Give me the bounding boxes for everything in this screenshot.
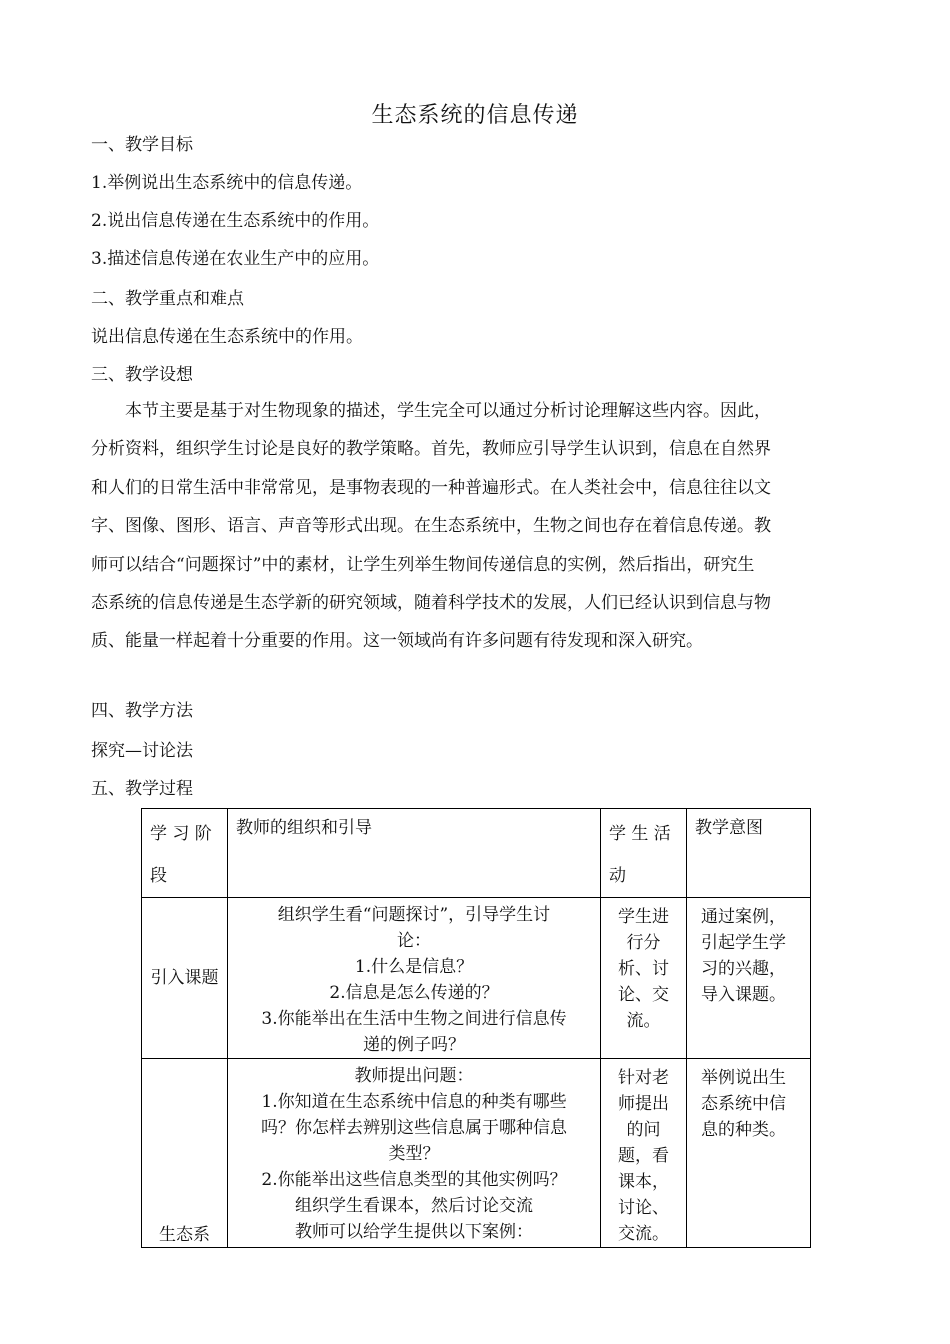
- teaching-process-table: [141, 808, 811, 1248]
- cell-line: 学生进: [618, 907, 669, 927]
- paragraph-line: 态系统的信息传递是生态学新的研究领域，随着科学技术的发展，人们已经认识到信息与物: [91, 593, 771, 614]
- intent-cell: [687, 1059, 811, 1248]
- paragraph-line: 字、图像、图形、语言、声音等形式出现。在生态系统中，生物之间也存在着信息传递。教: [91, 516, 771, 537]
- table-row: [142, 898, 811, 1059]
- cell-line: 3.你能举出在生活中生物之间进行信息传: [261, 1009, 567, 1029]
- section-heading-process: 五、教学过程: [91, 779, 193, 799]
- cell-line: 析、讨: [618, 959, 669, 979]
- intent-cell: [687, 898, 811, 1059]
- stage-cell: 引入课题: [142, 898, 228, 1059]
- objective-item: 2.说出信息传递在生态系统中的作用。: [91, 211, 380, 231]
- cell-line: 1.什么是信息？: [354, 957, 474, 977]
- cell-line: 态系统中信: [701, 1094, 786, 1114]
- cell-line: 针对老: [618, 1068, 669, 1088]
- cell-line: 导入课题。: [701, 985, 786, 1005]
- table-row: [142, 1059, 811, 1248]
- cell-line: 1.你知道在生态系统中信息的种类有哪些: [261, 1092, 567, 1112]
- cell-line: 通过案例，: [701, 907, 786, 927]
- cell-line: 师提出: [618, 1094, 669, 1114]
- objective-item: 3.描述信息传递在农业生产中的应用。: [91, 249, 380, 269]
- paragraph-line: 质、能量一样起着十分重要的作用。这一领域尚有许多问题有待发现和深入研究。: [91, 631, 703, 652]
- cell-line: 组织学生看“问题探讨”，引导学生讨: [277, 905, 551, 925]
- cell-line: 交流。: [618, 1224, 669, 1244]
- section-heading-design: 三、教学设想: [91, 365, 193, 385]
- student-cell: [601, 1059, 687, 1248]
- paragraph-line: 本节主要是基于对生物现象的描述，学生完全可以通过分析讨论理解这些内容。因此，: [125, 401, 771, 421]
- paragraph-line: 师可以结合“问题探讨”中的素材，让学生列举生物间传递信息的实例，然后指出，研究生: [91, 554, 755, 575]
- cell-line: 教师可以给学生提供以下案例：: [295, 1222, 533, 1242]
- student-cell: [601, 898, 687, 1059]
- header-cell: 教师的组织和引导: [228, 809, 601, 898]
- paragraph-line: 和人们的日常生活中非常常见，是事物表现的一种普遍形式。在人类社会中，信息往往以文: [91, 477, 771, 498]
- document-title: 生态系统的信息传递: [371, 103, 579, 128]
- paragraph-line: 分析资料，组织学生讨论是良好的教学策略。首先，教师应引导学生认识到，信息在自然界: [91, 439, 771, 460]
- cell-line: 举例说出生: [701, 1068, 786, 1088]
- objective-item: 1.举例说出生态系统中的信息传递。: [91, 173, 363, 193]
- header-cell: 学 生 活 动: [601, 809, 687, 898]
- cell-line: 2.你能举出这些信息类型的其他实例吗？: [261, 1170, 567, 1190]
- cell-line: 组织学生看课本，然后讨论交流: [295, 1196, 533, 1216]
- section-heading-objectives: 一、教学目标: [91, 135, 193, 155]
- cell-line: 息的种类。: [701, 1120, 786, 1140]
- cell-line: 的问: [626, 1120, 661, 1140]
- cell-line: 类型？: [388, 1144, 440, 1164]
- cell-line: 习的兴趣，: [701, 959, 786, 979]
- teacher-cell: [228, 1059, 601, 1248]
- cell-line: 教师提出问题：: [354, 1066, 474, 1086]
- cell-line: 流。: [626, 1011, 661, 1031]
- header-cell: 学 习 阶 段: [142, 809, 228, 898]
- cell-line: 2.信息是怎么传递的？: [329, 983, 499, 1003]
- cell-line: 递的例子吗？: [363, 1035, 465, 1055]
- header-cell: 教学意图: [687, 809, 811, 898]
- teacher-cell: [228, 898, 601, 1059]
- method-text: 探究—讨论法: [91, 741, 193, 761]
- cell-line: 讨论、: [618, 1198, 669, 1218]
- cell-line: 论：: [397, 931, 431, 951]
- cell-line: 吗？你怎样去辨别这些信息属于哪种信息: [261, 1118, 567, 1138]
- cell-line: 行分: [626, 933, 661, 953]
- stage-cell: 生态系: [142, 1059, 228, 1248]
- cell-line: 课本，: [618, 1172, 669, 1192]
- cell-line: 题，看: [618, 1146, 669, 1166]
- key-points-text: 说出信息传递在生态系统中的作用。: [91, 327, 363, 347]
- section-heading-method: 四、教学方法: [91, 701, 193, 721]
- design-paragraph: [91, 392, 861, 661]
- section-heading-key-points: 二、教学重点和难点: [91, 289, 244, 309]
- table-header-row: [142, 809, 811, 898]
- cell-line: 论、交: [618, 985, 669, 1005]
- cell-line: 引起学生学: [701, 933, 786, 953]
